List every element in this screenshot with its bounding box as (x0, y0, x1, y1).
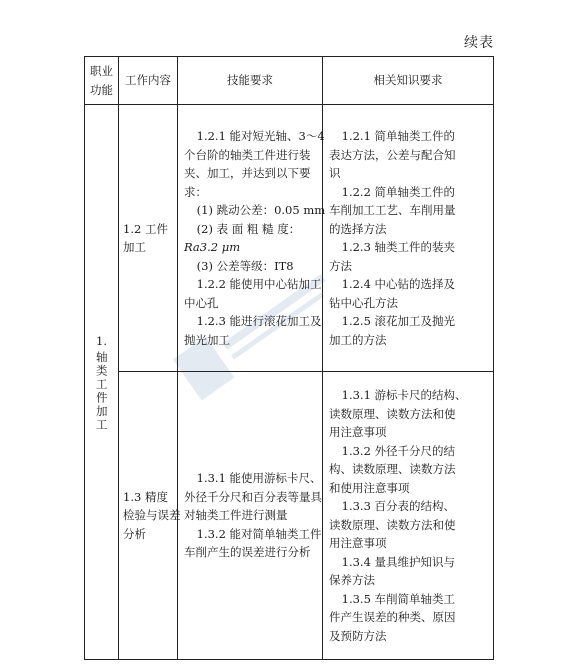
skill-standard-table (84, 56, 494, 660)
table-row (85, 105, 494, 372)
table-row (85, 372, 494, 660)
header-skill-requirements: 技能要求 (178, 57, 323, 105)
table-header-row (85, 57, 494, 105)
knowledge-cell: 1.2.1 简单轴类工件的 表达方法，公差与配合知 识 1.2.2 简单轴类工件的 车削加工工艺、车削用量 的选择方法 1.2.3 轴类工件的装夹 方法 1.2.4 中心钻的选择及 钻中心孔方法 1.2.5 滚花加工及抛光 加工的方法 (323, 105, 494, 372)
header-work-content: 工作内容 (119, 57, 178, 105)
function-name: 轴类工件加工 (94, 350, 109, 432)
continued-label: 续表 (464, 35, 494, 51)
skills-cell: 1.3.1 能使用游标卡尺、 外径千分尺和百分表等量具 对轴类工件进行测量 1.3.2 能对简单轴类工件 车削产生的误差进行分析 (178, 372, 323, 660)
knowledge-cell: 1.3.1 游标卡尺的结构、 读数原理、读数方法和使 用注意事项 1.3.2 外径千分尺的结 构、读数原理、读数方法 和使用注意事项 1.3.3 百分表的结构、 读数原理、读数方法和使 用注意事项 1.3.4 量具维护知识与 保养方法 1.3.5 车削简单轴类工 件产生误差的种类、原因 及预防方法 (323, 372, 494, 660)
function-cell (85, 105, 119, 660)
skills-cell: 1.2.1 能对短光轴、3～4 个台阶的轴类工件进行装 夹、加工，并达到以下要 求： (1) 跳动公差：0.05 mm (2) 表 面 粗 糙 度： Ra3.2 μm (3) 公差等级：IT8 1.2.2 能使用中心钻加工 中心孔 1.2.3 能进行滚花加工及 抛光加工 (178, 105, 323, 372)
header-knowledge-requirements: 相关知识要求 (323, 57, 494, 105)
work-content-cell: 1.3 精度 检验与误差 分析 (119, 372, 178, 660)
header-function: 职业 功能 (85, 57, 119, 105)
function-number: 1. (96, 334, 107, 349)
work-content-cell: 1.2 工件 加工 (119, 105, 178, 372)
